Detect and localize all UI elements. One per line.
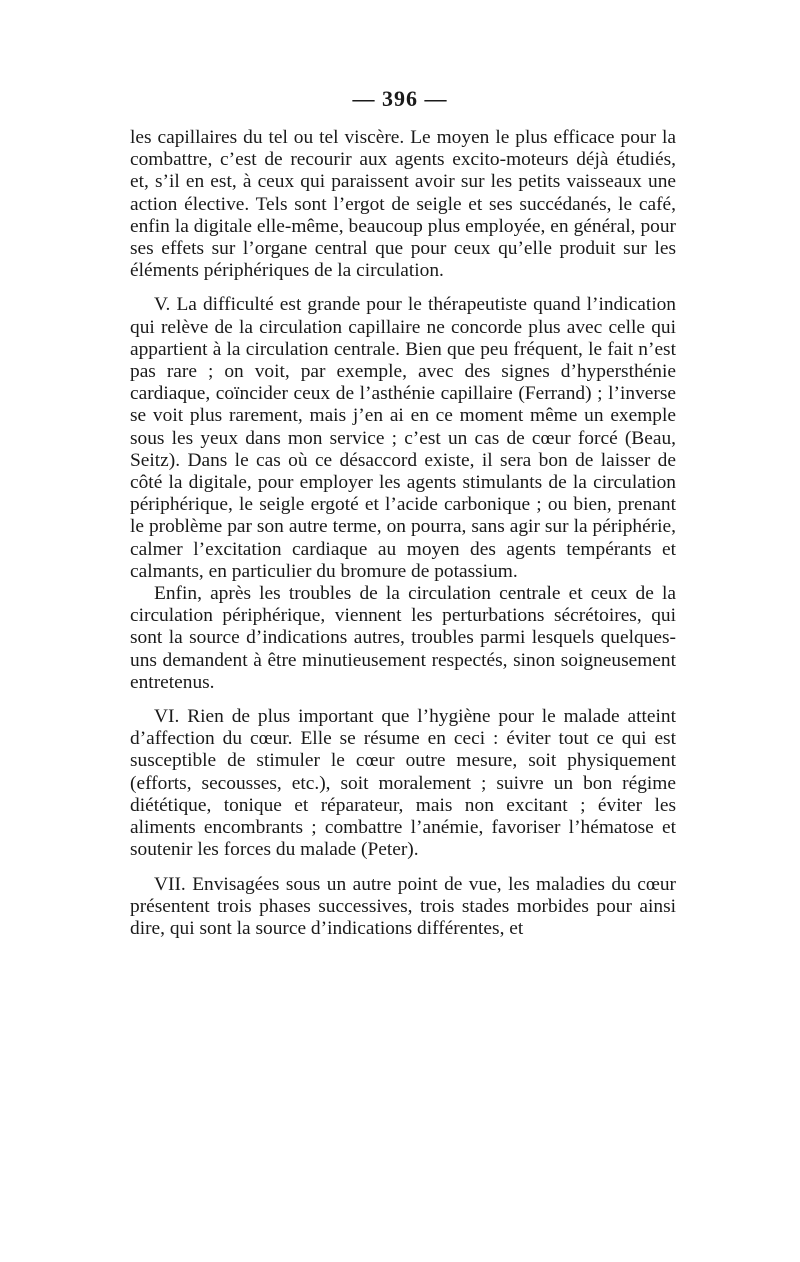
paragraph-gap bbox=[130, 862, 676, 874]
body-text bbox=[130, 127, 676, 940]
paragraph-gap bbox=[130, 694, 676, 706]
paragraph-capillary-treatment: les capillaires du tel ou tel viscère. Le moyen le plus efficace pour la combattre, c’est de recourir aux agents excito-moteurs déjà étudiés, et, s’il en est, à ceux qui paraissent avoir sur les petits vaisseaux une action élective. Tels sont l’ergot de seigle et ses succédanés, le café, enfin la digitale elle-même, beaucoup plus employée, en général, pour ses effets sur l’organe central que pour ceux qu’elle produit sur les éléments périphériques de la circulation. bbox=[130, 127, 676, 282]
paragraph-section-vii: VII. Envisagées sous un autre point de vue, les maladies du cœur présentent trois phases successives, trois stades morbides pour ainsi dire, qui sont la source d’indications différentes, et bbox=[130, 873, 676, 939]
page-number: — 396 — bbox=[352, 86, 448, 111]
paragraph-gap bbox=[130, 282, 676, 294]
paragraph-section-vi: VI. Rien de plus important que l’hygiène pour le malade atteint d’affection du cœur. Elle se résume en ceci : éviter tout ce qui est susceptible de stimuler le cœur outre mesure, soit physiquement (efforts, secousses, etc.), soit moralement ; suivre un bon régime diététique, tonique et réparateur, mais non excitant ; éviter les aliments encombrants ; combattre l’anémie, favoriser l’hématose et soutenir les forces du malade (Peter). bbox=[130, 706, 676, 861]
paragraph-section-v: V. La difficulté est grande pour le thérapeutiste quand l’indication qui relève de la circulation capillaire ne concorde plus avec celle qui appartient à la circulation centrale. Bien que peu fréquent, le fait n’est pas rare ; on voit, par exemple, avec des signes d’hypersthénie cardiaque, coïncider ceux de l’asthénie capillaire (Ferrand) ; l’inverse se voit plus rarement, mais j’en ai en ce moment même un exemple sous les yeux dans mon service ; c’est un cas de cœur forcé (Beau, Seitz). Dans le cas où ce désaccord existe, il sera bon de laisser de côté la digitale, pour employer les agents stimulants de la circulation périphérique, le seigle ergoté et l’acide carbonique ; ou bien, prenant le problème par son autre terme, on pourra, sans agir sur la périphérie, calmer l’excitation cardiaque au moyen des agents tempérants et calmants, en particulier du bromure de potassium. bbox=[130, 294, 676, 582]
paragraph-secretory-troubles: Enfin, après les troubles de la circulation centrale et ceux de la circulation périphérique, viennent les perturbations sécrétoires, qui sont la source d’indications autres, troubles parmi lesquels quelques-uns demandent à être minutieusement respectés, sinon soigneusement entretenus. bbox=[130, 583, 676, 693]
